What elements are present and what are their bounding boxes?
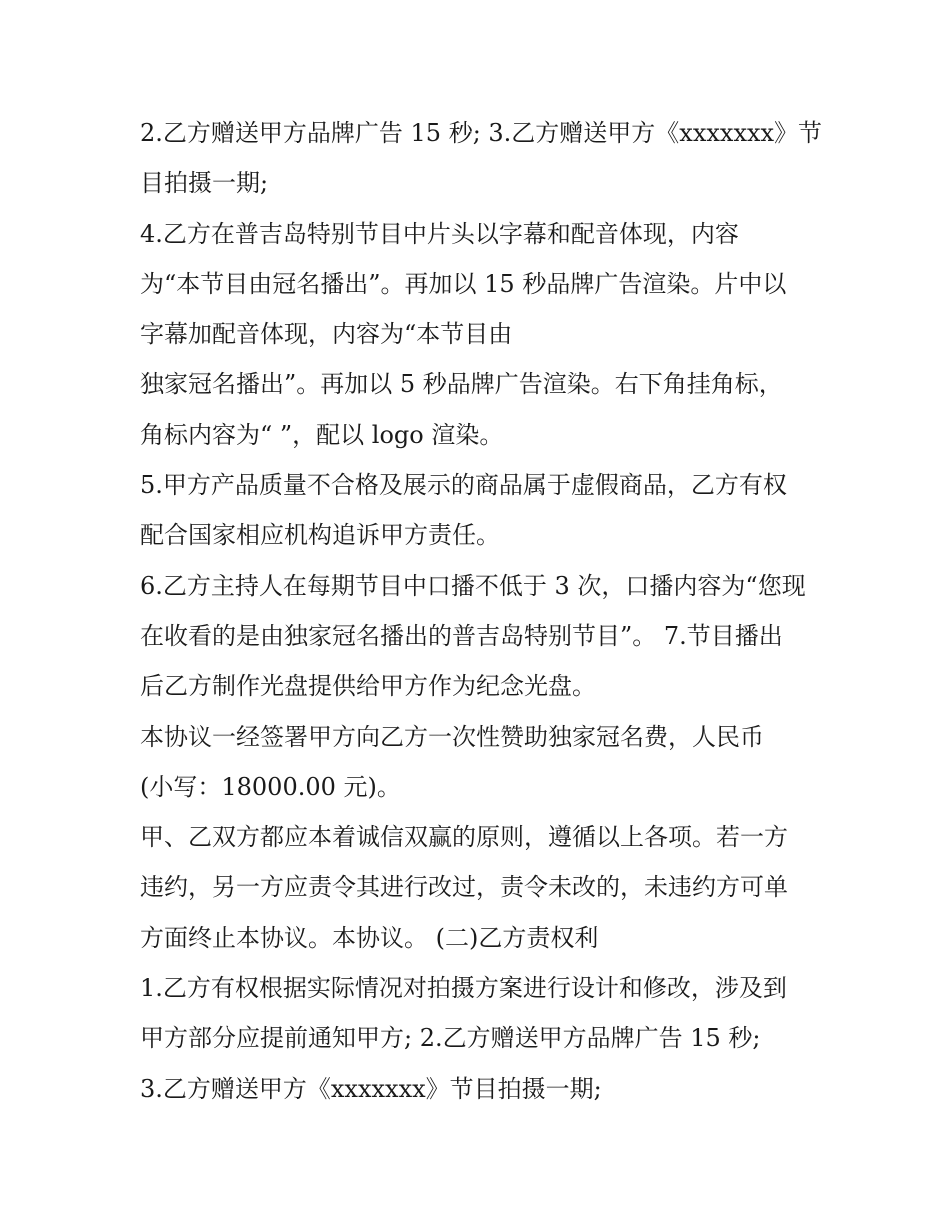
- text-line: 6.乙方主持人在每期节目中口播不低于 3 次，口播内容为“您现: [140, 571, 806, 600]
- text-line: 目拍摄一期;: [140, 169, 269, 198]
- text-line: 5.甲方产品质量不合格及展示的商品属于虚假商品，乙方有权: [140, 471, 787, 500]
- text-line: 甲方部分应提前通知甲方; 2.乙方赠送甲方品牌广告 15 秒;: [140, 1024, 761, 1053]
- text-line: 违约，另一方应责令其进行改过，责令未改的，未违约方可单: [140, 873, 788, 902]
- text-line: 1.乙方有权根据实际情况对拍摄方案进行设计和修改，涉及到: [140, 974, 787, 1003]
- text-line: 角标内容为“ ”，配以 logo 渲染。: [140, 420, 504, 449]
- text-line: 4.乙方在普吉岛特别节目中片头以字幕和配音体现，内容: [140, 219, 739, 248]
- text-line: 甲、乙双方都应本着诚信双赢的原则，遵循以上各项。若一方: [140, 823, 788, 852]
- text-line: 2.乙方赠送甲方品牌广告 15 秒; 3.乙方赠送甲方《xxxxxxx》节: [140, 119, 823, 147]
- text-line: 本协议一经签署甲方向乙方一次性赞助独家冠名费，人民币: [140, 722, 764, 751]
- text-line: 方面终止本协议。本协议。 (二)乙方责权利: [140, 923, 599, 952]
- document-body: [140, 108, 840, 1114]
- text-line: 为“本节目由冠名播出”。再加以 15 秒品牌广告渲染。片中以: [140, 269, 787, 298]
- text-line: 在收看的是由独家冠名播出的普吉岛特别节目”。 7.节目播出: [140, 621, 783, 650]
- text-line: 后乙方制作光盘提供给甲方作为纪念光盘。: [140, 672, 596, 701]
- text-line: (小写：18000.00 元)。: [140, 772, 401, 801]
- text-line: 3.乙方赠送甲方《xxxxxxx》节目拍摄一期;: [140, 1074, 602, 1103]
- text-line: 字幕加配音体现，内容为“本节目由: [140, 320, 513, 349]
- text-line: 配合国家相应机构追诉甲方责任。: [140, 521, 500, 550]
- text-line: 独家冠名播出”。再加以 5 秒品牌广告渲染。右下角挂角标，: [140, 370, 783, 399]
